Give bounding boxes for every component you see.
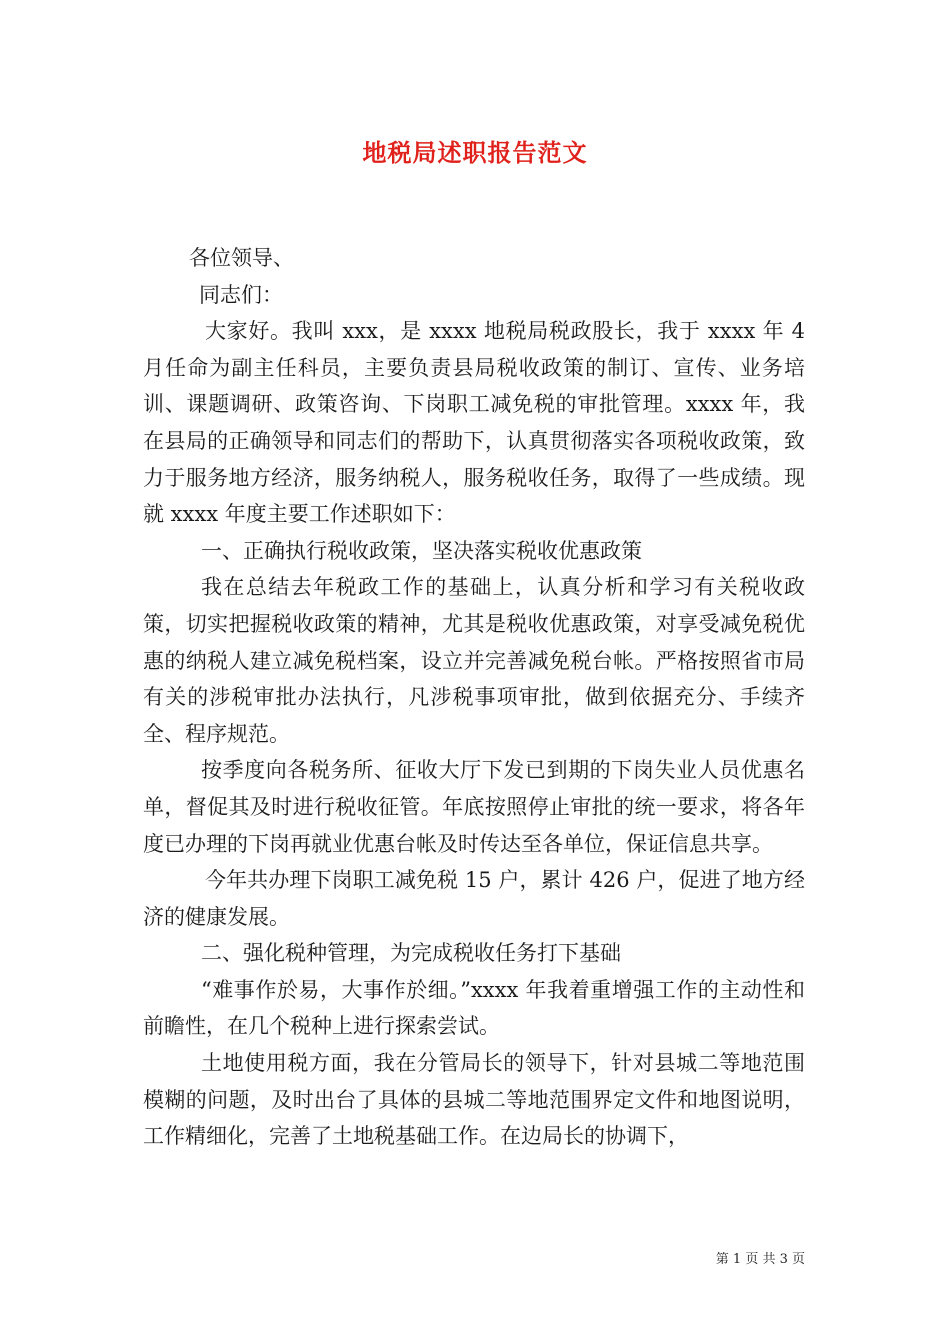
paragraph-quote: “难事作於易，大事作於细。”xxxx 年我着重增强工作的主动性和前瞻性，在几个税种上进行探索尝试。 xyxy=(143,977,805,1039)
paragraph-count: 今年共办理下岗职工减免税 15 户，累计 426 户，促进了地方经济的健康发展。 xyxy=(143,868,805,929)
paragraph-land-tax: 土地使用税方面，我在分管局长的领导下，针对县城二等地范围模糊的问题，及时出台了具体的县城二等地范围界定文件和地图说明，工作精细化，完善了土地税基础工作。在边局长的协调下， xyxy=(143,1051,805,1149)
document-title: 地税局述职报告范文 xyxy=(362,138,588,167)
section-heading-2: 二、强化税种管理，为完成税收任务打下基础 xyxy=(201,941,621,966)
page-footer: 第 1 页 共 3 页 xyxy=(715,1252,805,1267)
section-heading-1: 一、正确执行税收政策，坚决落实税收优惠政策 xyxy=(201,538,642,563)
paragraph-intro: 大家好。我叫 xxx，是 xxxx 地税局税政股长，我于 xxxx 年 4 月任命为副主任科员，主要负责县局税收政策的制订、宣传、业务培训、课题调研、政策咨询、下岗职工减免税的审批管理。xxxx 年，我在县局的正确领导和同志们的帮助下，认真贯彻落实各项税收政策，致力于服务地方经济，服务纳税人，服务税收任务，取得了一些成绩。现就 xxxx 年度主要工作述职如下： xyxy=(143,319,805,527)
salutation-leaders: 各位领导、 xyxy=(189,246,294,270)
paragraph-quarterly: 按季度向各税务所、征收大厅下发已到期的下岗失业人员优惠名单，督促其及时进行税收征管。年底按照停止审批的统一要求，将各年度已办理的下岗再就业优惠台帐及时传达至各单位，保证信息共享。 xyxy=(143,758,805,856)
salutation-comrades: 同志们： xyxy=(199,282,283,307)
document-body xyxy=(143,240,805,1155)
paragraph-policy: 我在总结去年税政工作的基础上，认真分析和学习有关税收政策，切实把握税收政策的精神，尤其是税收优惠政策，对享受减免税优惠的纳税人建立减免税档案，设立并完善减免税台帐。严格按照省市局有关的涉税审批办法执行，凡涉税事项审批，做到依据充分、手续齐全、程序规范。 xyxy=(143,575,805,746)
